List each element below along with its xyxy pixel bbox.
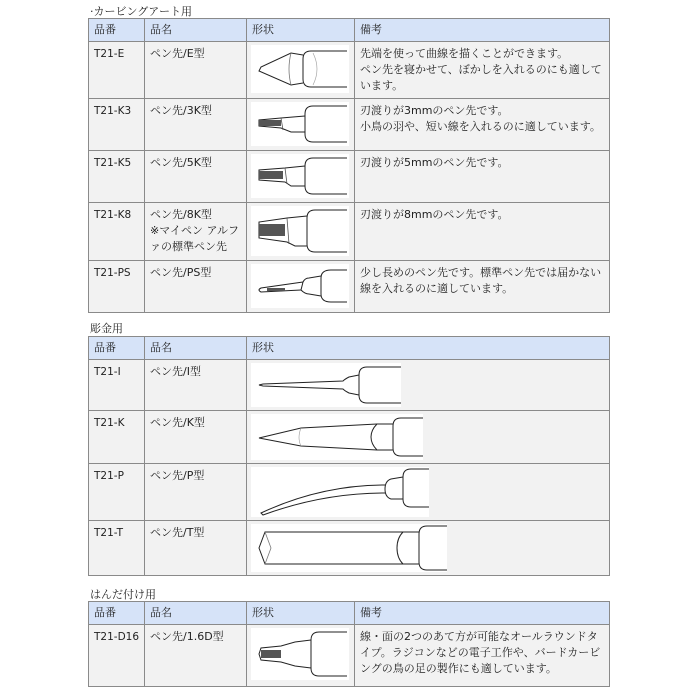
row-note [355, 42, 610, 99]
table-header-row [89, 19, 610, 42]
table-row [89, 151, 610, 203]
row-note: 刃渡りが8mmのペン先です。 [355, 203, 610, 261]
row-name: ペン先/E型 [145, 42, 247, 99]
row-code: T21-K3 [89, 99, 145, 151]
section-title-engraving: 彫金用 [90, 322, 123, 335]
k5-tip-icon [251, 154, 349, 198]
table-row [89, 203, 610, 261]
row-code: T21-P [89, 464, 145, 521]
table-row [89, 42, 610, 99]
table-row [89, 360, 610, 411]
d16-tip-icon [251, 628, 349, 680]
row-note: 刃渡りが5mmのペン先です。 [355, 151, 610, 203]
table-row [89, 411, 610, 464]
header-note: 備考 [355, 19, 610, 42]
row-code: T21-T [89, 521, 145, 576]
header-name: 品名 [145, 19, 247, 42]
header-shape: 形状 [247, 602, 355, 625]
soldering-table [88, 601, 610, 687]
engraving-table [88, 336, 610, 576]
table-row [89, 625, 610, 687]
header-code: 品番 [89, 602, 145, 625]
table-header-row [89, 602, 610, 625]
row-name-text: ペン先/8K型 ※マイペン アルファの標準ペン先 [150, 208, 240, 253]
row-code: T21-K5 [89, 151, 145, 203]
row-code: T21-I [89, 360, 145, 411]
table-row [89, 464, 610, 521]
row-code: T21-K [89, 411, 145, 464]
row-code: T21-K8 [89, 203, 145, 261]
ps-tip-icon [251, 264, 349, 308]
table-row [89, 521, 610, 576]
k3-tip-icon [251, 102, 349, 146]
row-code: T21-E [89, 42, 145, 99]
row-name: ペン先/I型 [145, 360, 247, 411]
row-note [355, 99, 610, 151]
t-tip-icon [251, 524, 447, 572]
carving-table [88, 18, 610, 313]
header-note: 備考 [355, 602, 610, 625]
row-note: 少し長めのペン先です。標準ペン先では届かない線を入れるのに適しています。 [355, 261, 610, 313]
row-name: ペン先/5K型 [145, 151, 247, 203]
row-note-text: 刃渡りが3mmのペン先です。 小鳥の羽や、短い線を入れるのに適しています。 [360, 104, 601, 133]
row-code: T21-D16 [89, 625, 145, 687]
header-code: 品番 [89, 19, 145, 42]
row-code: T21-PS [89, 261, 145, 313]
header-shape: 形状 [247, 337, 610, 360]
row-name: ペン先/1.6D型 [145, 625, 247, 687]
p-tip-icon [251, 467, 429, 517]
row-name: ペン先/P型 [145, 464, 247, 521]
e-tip-icon [251, 45, 349, 93]
header-name: 品名 [145, 602, 247, 625]
k-tip-icon [251, 414, 423, 460]
section-title-soldering: はんだ付け用 [90, 588, 156, 601]
table-row [89, 99, 610, 151]
row-name: ペン先/K型 [145, 411, 247, 464]
header-name: 品名 [145, 337, 247, 360]
row-note-text: 先端を使って曲線を描くことができます。 ペン先を寝かせて、ぼかしを入れるのにも適しています。 [360, 47, 602, 92]
row-note: 線・面の2つのあて方が可能なオールラウンドタイプ。ラジコンなどの電子工作や、バードカービングの鳥の足の製作にも適しています。 [355, 625, 610, 687]
header-shape: 形状 [247, 19, 355, 42]
i-tip-icon [251, 363, 401, 407]
table-row [89, 261, 610, 313]
row-name: ペン先/PS型 [145, 261, 247, 313]
row-name: ペン先/T型 [145, 521, 247, 576]
row-name [145, 203, 247, 261]
table-header-row [89, 337, 610, 360]
k8-tip-icon [251, 206, 349, 256]
section-title-carving: ·カービングアート用 [90, 5, 192, 18]
row-name: ペン先/3K型 [145, 99, 247, 151]
header-code: 品番 [89, 337, 145, 360]
